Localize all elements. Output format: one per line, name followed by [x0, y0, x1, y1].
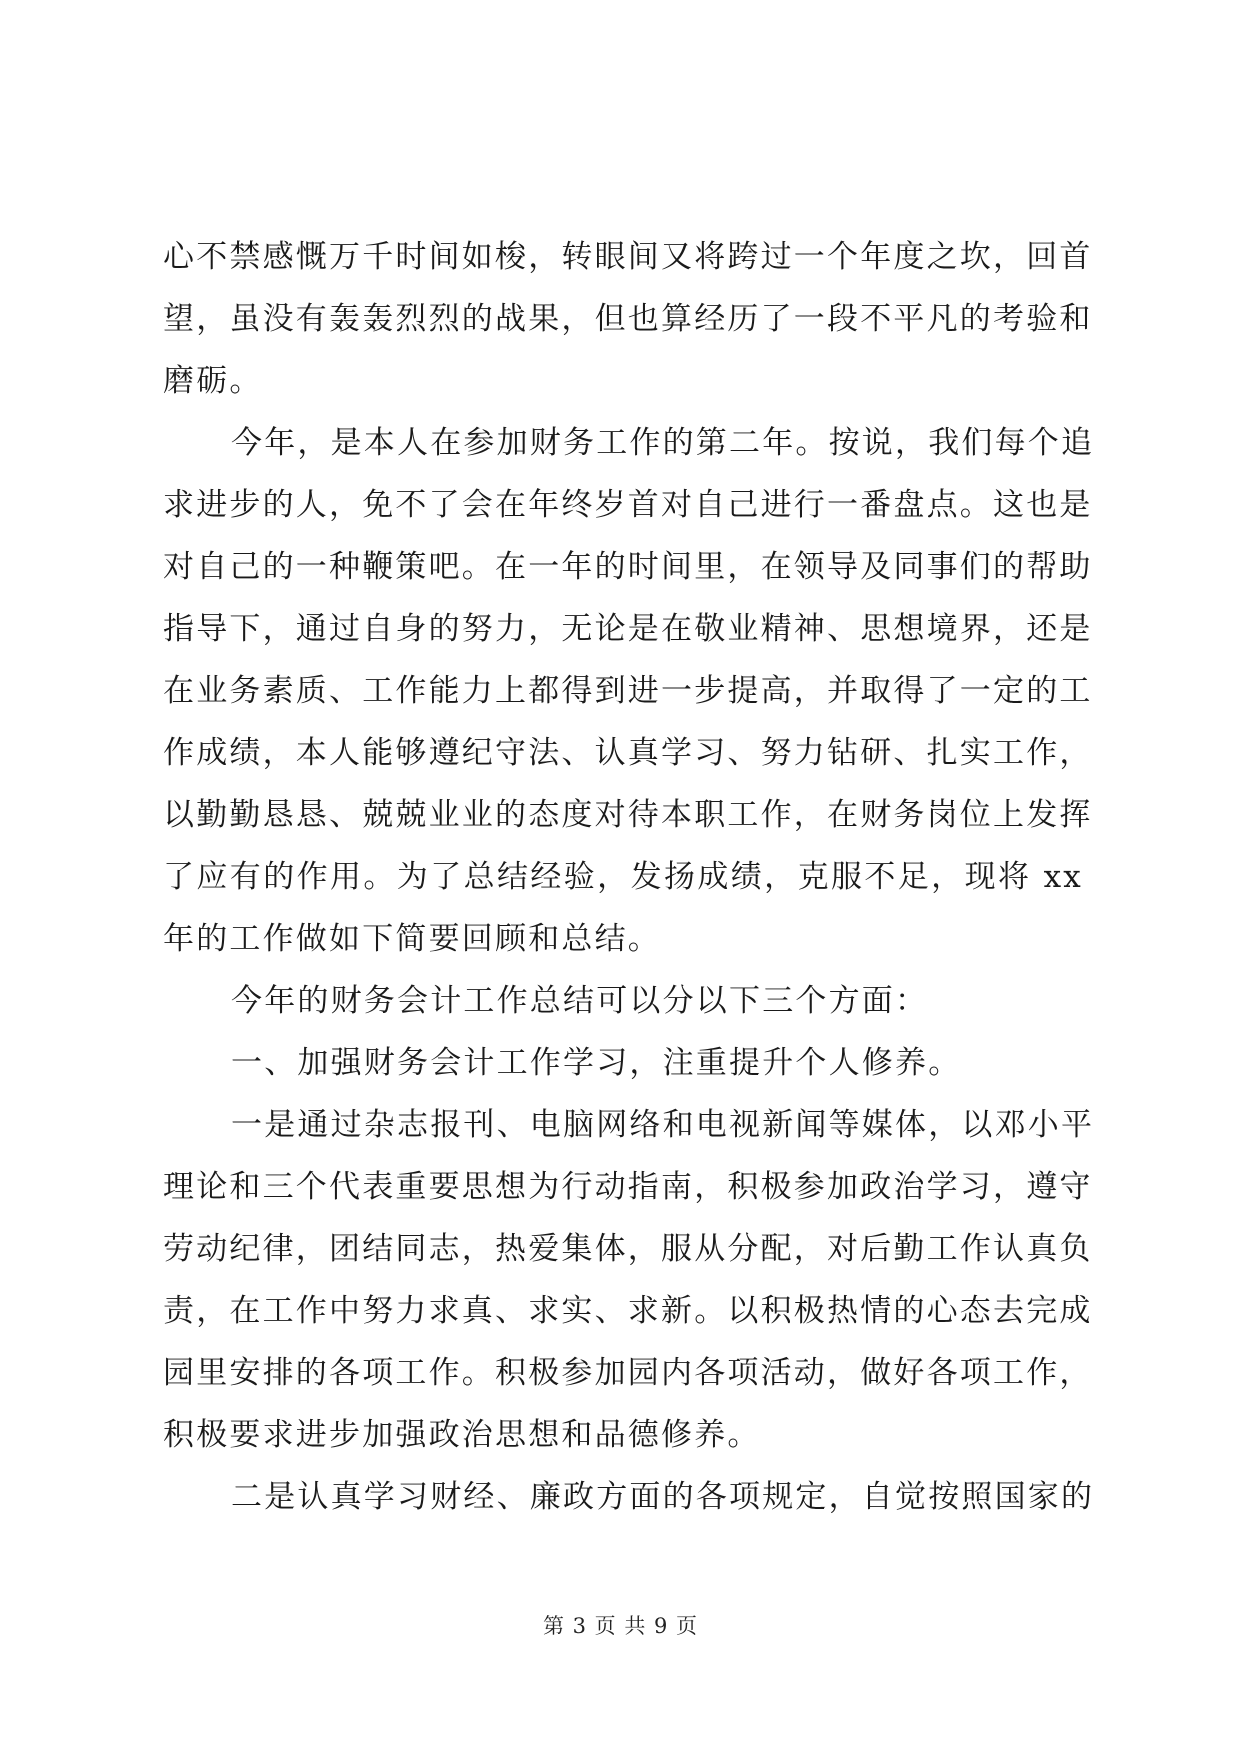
text-line: 一、加强财务会计工作学习，注重提升个人修养。 — [231, 1045, 962, 1081]
text-line: 年的工作做如下简要回顾和总结。 — [163, 921, 661, 957]
text-line: 二是认真学习财经、廉政方面的各项规定，自觉按照国家的 — [231, 1479, 1095, 1515]
text-line: 一是通过杂志报刊、电脑网络和电视新闻等媒体，以邓小平 — [231, 1107, 1095, 1143]
text-line: 磨砺。 — [163, 363, 263, 399]
text-line: 了应有的作用。为了总结经验，发扬成绩，克服不足，现将 xx — [163, 859, 1083, 895]
text-line: 作成绩，本人能够遵纪守法、认真学习、努力钻研、扎实工作， — [163, 735, 1093, 771]
text-line: 望，虽没有轰轰烈烈的战果，但也算经历了一段不平凡的考验和 — [163, 301, 1093, 337]
text-line: 理论和三个代表重要思想为行动指南，积极参加政治学习，遵守 — [163, 1169, 1093, 1205]
text-line: 园里安排的各项工作。积极参加园内各项活动，做好各项工作， — [163, 1355, 1093, 1391]
text-line: 积极要求进步加强政治思想和品德修养。 — [163, 1417, 761, 1453]
text-line: 今年，是本人在参加财务工作的第二年。按说，我们每个追 — [231, 425, 1095, 461]
text-line: 对自己的一种鞭策吧。在一年的时间里，在领导及同事们的帮助 — [163, 549, 1093, 585]
text-line: 责，在工作中努力求真、求实、求新。以积极热情的心态去完成 — [163, 1293, 1093, 1329]
body-text — [163, 226, 1095, 1528]
text-line: 劳动纪律，团结同志，热爱集体，服从分配，对后勤工作认真负 — [163, 1231, 1093, 1267]
page-footer: 第 3 页 共 9 页 — [542, 1614, 699, 1638]
text-line: 指导下，通过自身的努力，无论是在敬业精神、思想境界，还是 — [163, 611, 1093, 647]
text-line: 以勤勤恳恳、兢兢业业的态度对待本职工作，在财务岗位上发挥 — [163, 797, 1093, 833]
text-line: 今年的财务会计工作总结可以分以下三个方面： — [231, 983, 929, 1019]
text-line: 在业务素质、工作能力上都得到进一步提高，并取得了一定的工 — [163, 673, 1093, 709]
text-line: 心不禁感慨万千时间如梭，转眼间又将跨过一个年度之坎，回首 — [163, 239, 1093, 275]
text-line: 求进步的人，免不了会在年终岁首对自己进行一番盘点。这也是 — [163, 487, 1093, 523]
